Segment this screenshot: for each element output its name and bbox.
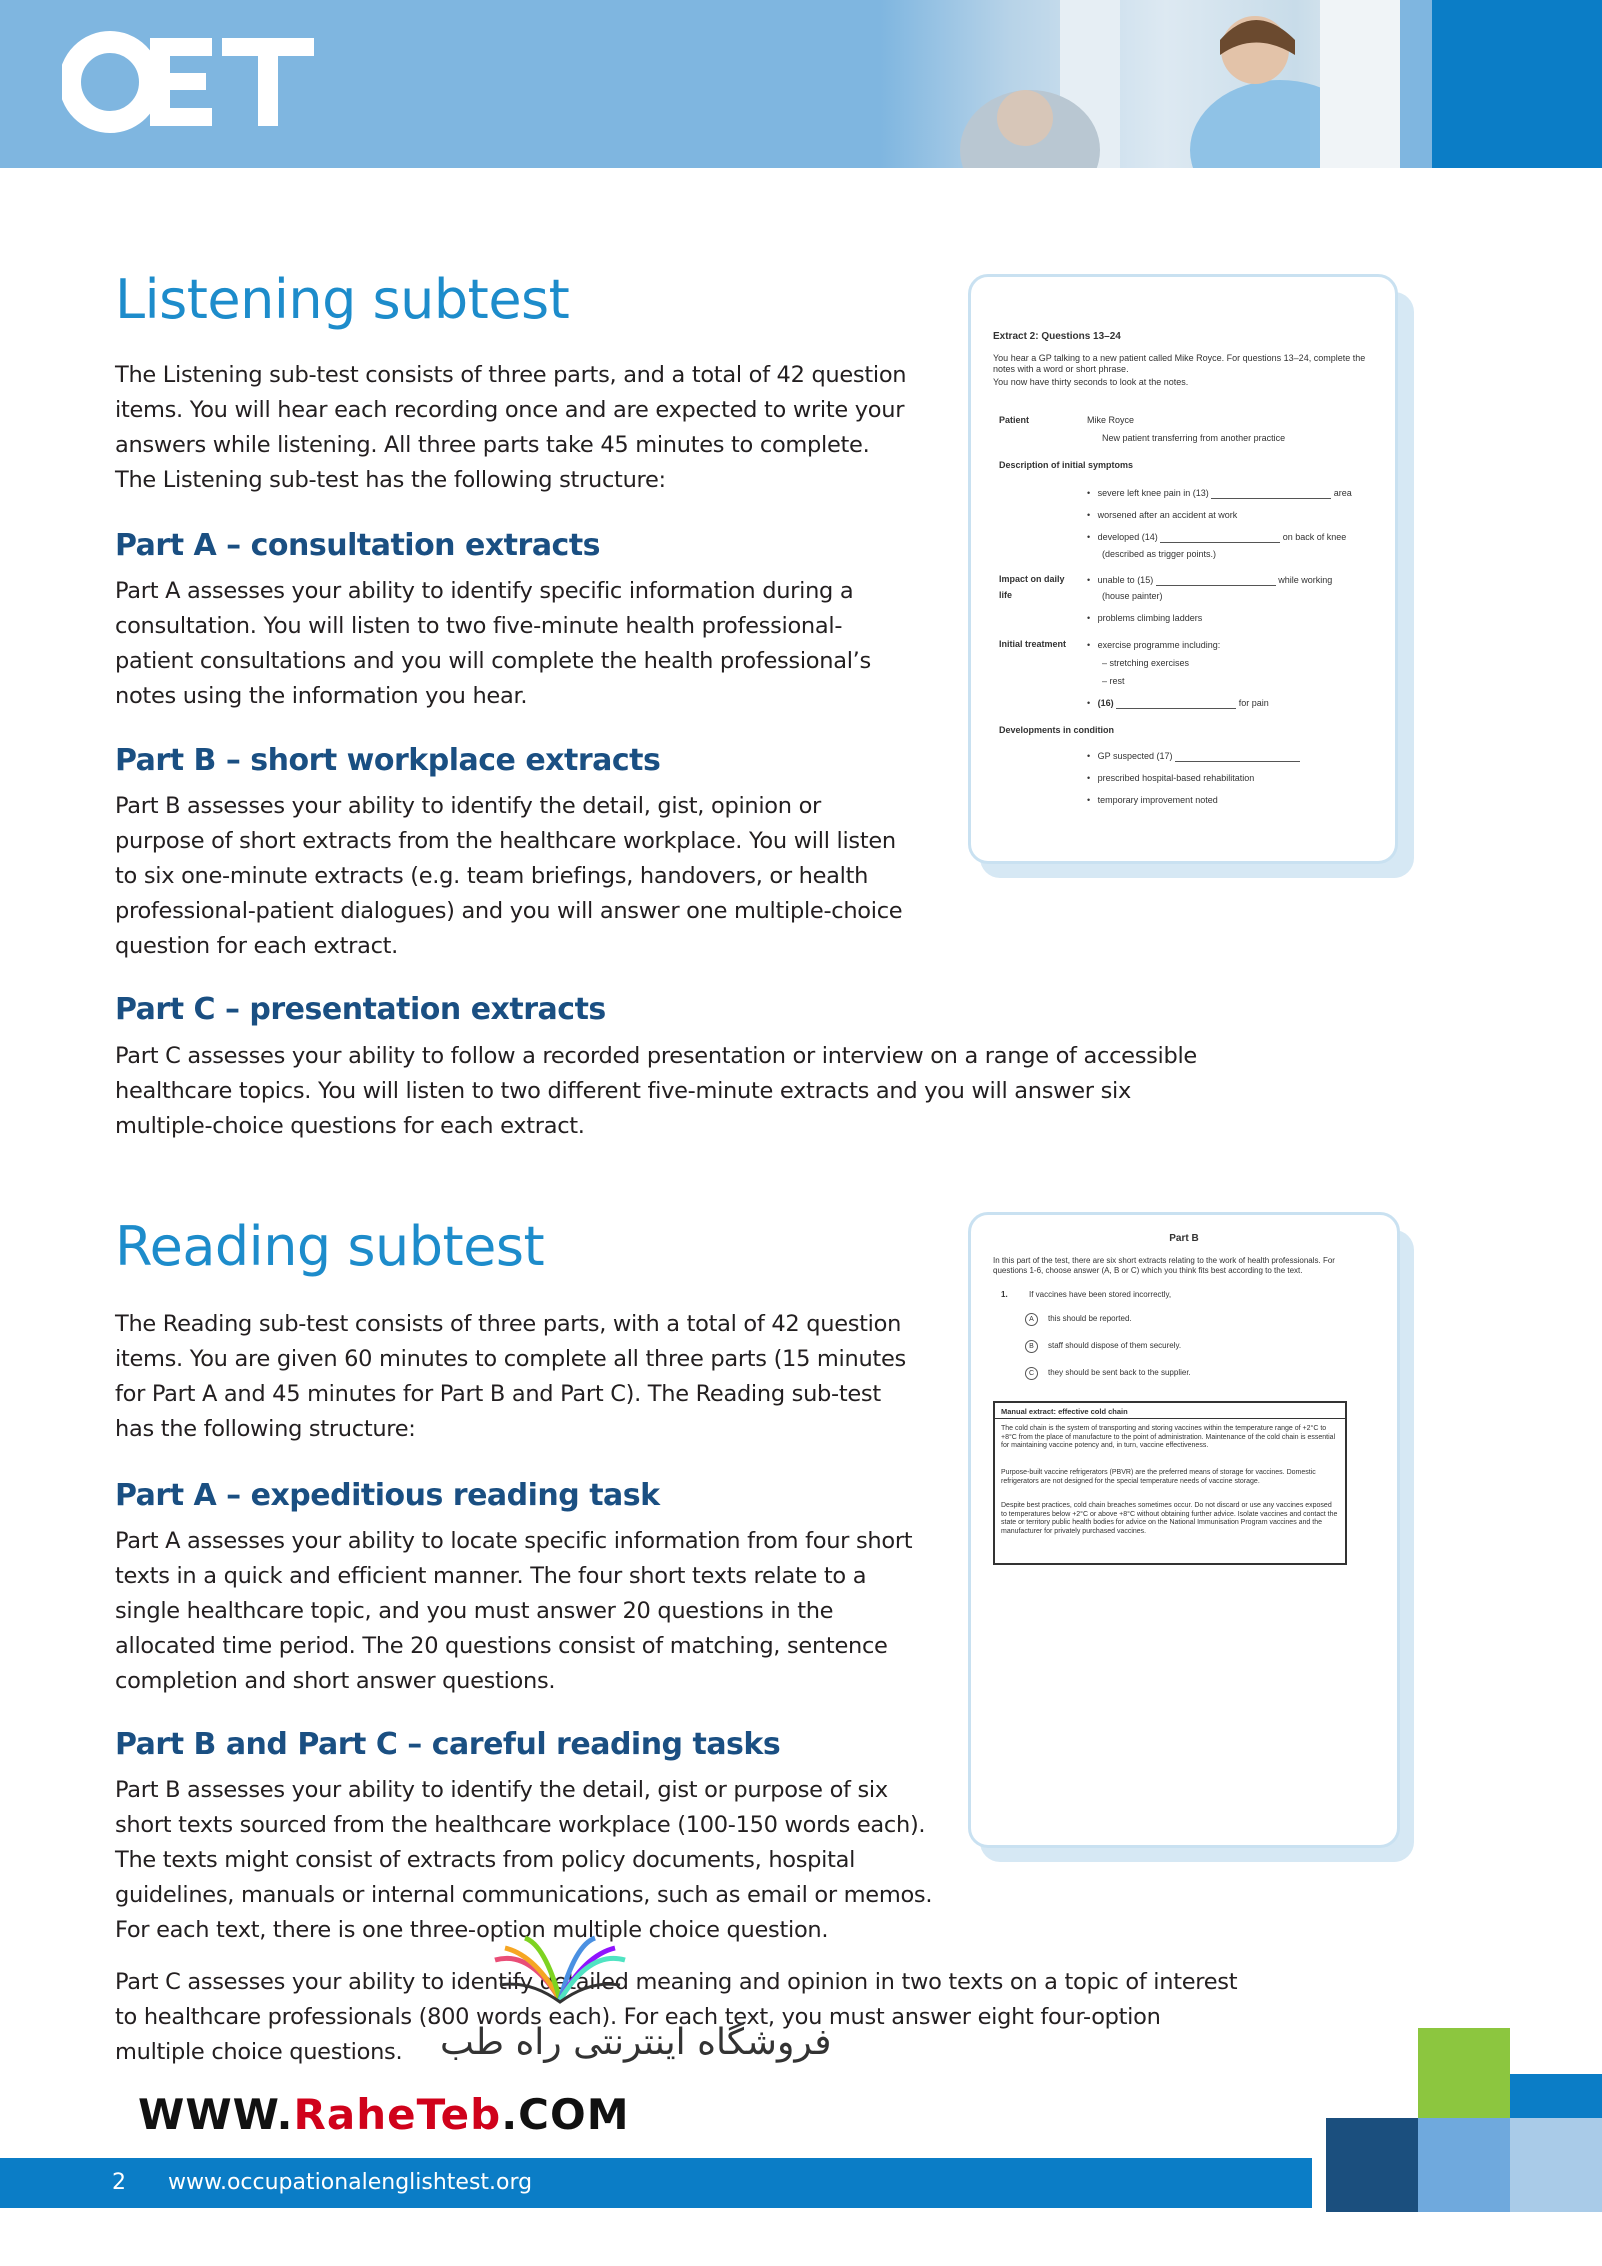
question-text: If vaccines have been stored incorrectly, xyxy=(1029,1290,1172,1299)
note-text: (16) xyxy=(1097,698,1114,708)
note-line: • exercise programme including: xyxy=(1087,640,1221,650)
answer-blank[interactable] xyxy=(1156,585,1276,586)
listening-part-a-text: Part A assesses your ability to identify specific information during a consultation. You will listen to two five-minute health professional-patient consultations and you will complete the health professional’s notes using the information you hear. xyxy=(115,578,871,709)
option-c[interactable] xyxy=(1025,1367,1191,1380)
note-text: on back of knee xyxy=(1282,532,1347,542)
note-text: area xyxy=(1333,488,1352,498)
note-text: GP suspected (17) xyxy=(1097,751,1173,761)
card-title: Extract 2: Questions 13–24 xyxy=(993,331,1121,342)
extract-paragraph: The cold chain is the system of transporting and storing vaccines within the temperature range of +2°C to +8°C from the place of manufacture to the point of administration. Maintenance of the cold chain is essential for maintaining vaccine potency and, in turn, vaccine effectiveness. xyxy=(1001,1425,1336,1449)
option-b-bubble[interactable]: B xyxy=(1025,1340,1038,1353)
option-a[interactable] xyxy=(1025,1313,1132,1326)
reading-part-c-text: Part C assesses your ability to identify detailed meaning and opinion in two texts on a topic of interest to healthcare professionals (800 words each). For each text, you must answer eight four-option multiple choice questions. xyxy=(115,1969,1238,2065)
oet-logo xyxy=(62,30,322,134)
note-text: while working xyxy=(1278,575,1333,585)
note-text: developed (14) xyxy=(1097,532,1158,542)
question-number: 1. xyxy=(1001,1290,1008,1299)
note-line: • severe left knee pain in (13) area xyxy=(1087,488,1352,498)
field-value: Mike Royce xyxy=(1087,415,1135,425)
note-text: exercise programme including: xyxy=(1097,640,1221,650)
listening-intro: The Listening sub-test consists of three parts, and a total of 42 question items. You will hear each recording once and are expected to write your answers while listening. All three parts take 45 minutes to complete. The Listening sub-test has the following structure: xyxy=(115,362,907,493)
listening-sample-card xyxy=(968,274,1398,864)
note-line: • temporary improvement noted xyxy=(1087,795,1218,805)
option-text: staff should dispose of them securely. xyxy=(1048,1341,1182,1350)
note-text: – stretching exercises xyxy=(1102,658,1190,668)
decor-square xyxy=(1418,2118,1510,2212)
field-label: Impact on daily xyxy=(999,574,1065,584)
note-line: • unable to (15) while working xyxy=(1087,575,1333,585)
field-label: life xyxy=(999,590,1013,600)
reading-part-a-heading: Part A – expeditious reading task xyxy=(115,1478,660,1513)
footer-bar xyxy=(0,2158,1312,2208)
listening-part-c-text: Part C assesses your ability to follow a recorded presentation or interview on a range of accessible healthcare topics. You will listen to two different five-minute extracts and you will answer six multiple-choice questions for each extract. xyxy=(115,1043,1197,1139)
option-text: they should be sent back to the supplier. xyxy=(1048,1368,1191,1377)
book-logo-icon xyxy=(490,1930,630,2010)
oet-logo-mark xyxy=(62,30,322,134)
note-text: for pain xyxy=(1238,698,1269,708)
card-intro: You hear a GP talking to a new patient called Mike Royce. For questions 13–24, complete the xyxy=(993,353,1366,363)
note-line: • developed (14) on back of knee xyxy=(1087,532,1347,542)
note-text: prescribed hospital-based rehabilitation xyxy=(1097,773,1255,783)
watermark-persian-text: فروشگاه اینترنتی راه طب xyxy=(440,2022,832,2063)
watermark-url: WWW.RaheTeb.COM xyxy=(138,2090,630,2139)
card-intro: questions 1-6, choose answer (A, B or C) which you think fits best according to the text. xyxy=(993,1266,1303,1275)
decor-square xyxy=(1510,2118,1602,2212)
extract-paragraph: Purpose-built vaccine refrigerators (PBVR) are the preferred means of storage for vaccines. Domestic refrigerators are not designed for the special temperature needs of vaccine storage. xyxy=(1001,1469,1316,1485)
extract-title: Manual extract: effective cold chain xyxy=(1001,1407,1128,1416)
extract-box xyxy=(993,1401,1347,1565)
note-line: • worsened after an accident at work xyxy=(1087,510,1238,520)
card-intro: notes with a word or short phrase. xyxy=(993,364,1129,374)
option-a-bubble[interactable]: A xyxy=(1025,1313,1038,1326)
card-title: Part B xyxy=(1169,1233,1199,1244)
note-line: • problems climbing ladders xyxy=(1087,613,1203,623)
listening-part-a-heading: Part A – consultation extracts xyxy=(115,528,601,563)
page-number: 2 xyxy=(112,2170,126,2195)
note-text: worsened after an accident at work xyxy=(1097,510,1238,520)
footer-url-link[interactable]: www.occupationalenglishtest.org xyxy=(168,2170,533,2195)
note-text: problems climbing ladders xyxy=(1097,613,1203,623)
note-text: – rest xyxy=(1102,676,1125,686)
field-label: Initial treatment xyxy=(999,639,1067,649)
field-label: Developments in condition xyxy=(999,725,1115,735)
reading-part-a-text: Part A assesses your ability to locate specific information from four short texts in a quick and efficient manner. The four short texts relate to a single healthcare topic, and you must answer 20 questions in the allocated time period. The 20 questions consist of matching, sentence completion and short answer questions. xyxy=(115,1528,913,1694)
note-text: (described as trigger points.) xyxy=(1102,549,1217,559)
header-accent-block xyxy=(1432,0,1602,168)
header-photo xyxy=(880,0,1400,168)
option-text: this should be reported. xyxy=(1048,1314,1132,1323)
decor-square xyxy=(1326,2118,1418,2212)
note-line: • (16) for pain xyxy=(1087,698,1269,708)
note-text: temporary improvement noted xyxy=(1097,795,1218,805)
card-intro: In this part of the test, there are six short extracts relating to the work of health professionals. For xyxy=(993,1256,1335,1265)
reading-title: Reading subtest xyxy=(115,1215,545,1278)
decor-square xyxy=(1510,2074,1602,2118)
card-intro: You now have thirty seconds to look at the notes. xyxy=(993,377,1189,387)
listening-part-c-heading: Part C – presentation extracts xyxy=(115,992,606,1027)
decor-square xyxy=(1418,2028,1510,2118)
option-b[interactable] xyxy=(1025,1340,1181,1353)
listening-title: Listening subtest xyxy=(115,268,570,331)
note-line: • prescribed hospital-based rehabilitation xyxy=(1087,773,1255,783)
reading-part-bc-heading: Part B and Part C – careful reading tasks xyxy=(115,1727,781,1762)
answer-blank[interactable] xyxy=(1175,761,1300,762)
decor-space xyxy=(1326,2212,1602,2266)
answer-blank[interactable] xyxy=(1160,542,1280,543)
option-c-bubble[interactable]: C xyxy=(1025,1367,1038,1380)
note-text: severe left knee pain in (13) xyxy=(1097,488,1209,498)
listening-part-b-heading: Part B – short workplace extracts xyxy=(115,743,661,778)
listening-part-b-text: Part B assesses your ability to identify the detail, gist, opinion or purpose of short extracts from the healthcare workplace. You will listen to six one-minute extracts (e.g. team briefings, handovers, or health professional-patient dialogues) and you will answer one multiple-choice question for each extract. xyxy=(115,793,903,959)
reading-sample-card xyxy=(968,1212,1400,1848)
note-text: (house painter) xyxy=(1102,591,1163,601)
field-label: Patient xyxy=(999,415,1030,425)
extract-paragraph: Despite best practices, cold chain breaches sometimes occur. Do not discard or use any vaccines exposed to temperatures below +2°C or above +8°C without obtaining further advice. Isolate vaccines and contact the state or territory public health bodies for advice on the National Immunisation Program vaccines and the manufacturer for privately purchased vaccines. xyxy=(1001,1502,1338,1535)
answer-blank[interactable] xyxy=(1116,708,1236,709)
reading-intro: The Reading sub-test consists of three parts, with a total of 42 question items. You are given 60 minutes to complete all three parts (15 minutes for Part A and 45 minutes for Part B and Part C). The Reading sub-test has the following structure: xyxy=(115,1311,906,1442)
field-label: Description of initial symptoms xyxy=(999,460,1134,470)
reading-part-b-text: Part B assesses your ability to identify the detail, gist or purpose of six short texts sourced from the healthcare workplace (100-150 words each). The texts might consist of extracts from policy documents, hospital guidelines, manuals or internal communications, such as email or memos. For each text, there is one three-option multiple choice question. xyxy=(115,1777,933,1943)
field-value: New patient transferring from another practice xyxy=(1102,433,1286,443)
answer-blank[interactable] xyxy=(1211,498,1331,499)
note-line: • GP suspected (17) xyxy=(1087,751,1300,762)
note-text: unable to (15) xyxy=(1097,575,1154,585)
